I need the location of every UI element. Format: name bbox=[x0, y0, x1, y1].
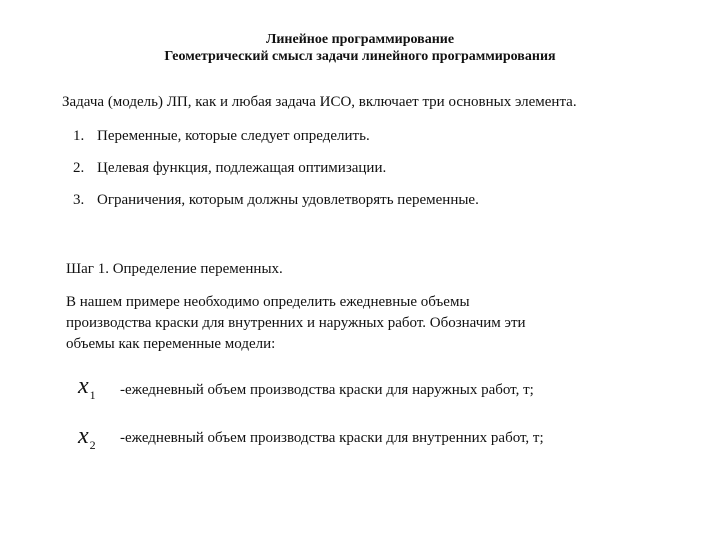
intro-text: Задача (модель) ЛП, как и любая задача ИСО, включает три основных элемента. bbox=[62, 94, 577, 110]
variable-x2-symbol: $x_2$ bbox=[78, 423, 96, 452]
list-item bbox=[73, 190, 479, 210]
page-title: Линейное программирование bbox=[265, 32, 455, 47]
list-item-number: 3. bbox=[73, 192, 85, 208]
variable-x1-description: -ежедневный объем производства краски для наружных работ, т; bbox=[120, 382, 534, 398]
step-text-line: В нашем примере необходимо определить ежедневные объемы bbox=[66, 294, 470, 310]
list-item bbox=[73, 126, 370, 146]
step-text-line: производства краски для внутренних и наружных работ. Обозначим эти bbox=[66, 315, 526, 331]
page-subtitle: Геометрический смысл задачи линейного программирования bbox=[164, 49, 556, 64]
step-heading: Шаг 1. Определение переменных. bbox=[66, 261, 283, 277]
list-item bbox=[73, 158, 386, 178]
step-text-line: объемы как переменные модели: bbox=[66, 336, 276, 352]
variable-x1-symbol: $x_1$ bbox=[78, 373, 96, 402]
variable-x2-description: -ежедневный объем производства краски для внутренних работ, т; bbox=[120, 430, 544, 446]
list-item-number: 2. bbox=[73, 160, 85, 176]
list-item-text: Целевая функция, подлежащая оптимизации. bbox=[97, 160, 387, 176]
list-item-number: 1. bbox=[73, 128, 85, 144]
list-item-text: Переменные, которые следует определить. bbox=[97, 128, 370, 144]
list-item-text: Ограничения, которым должны удовлетворять переменные. bbox=[97, 192, 479, 208]
